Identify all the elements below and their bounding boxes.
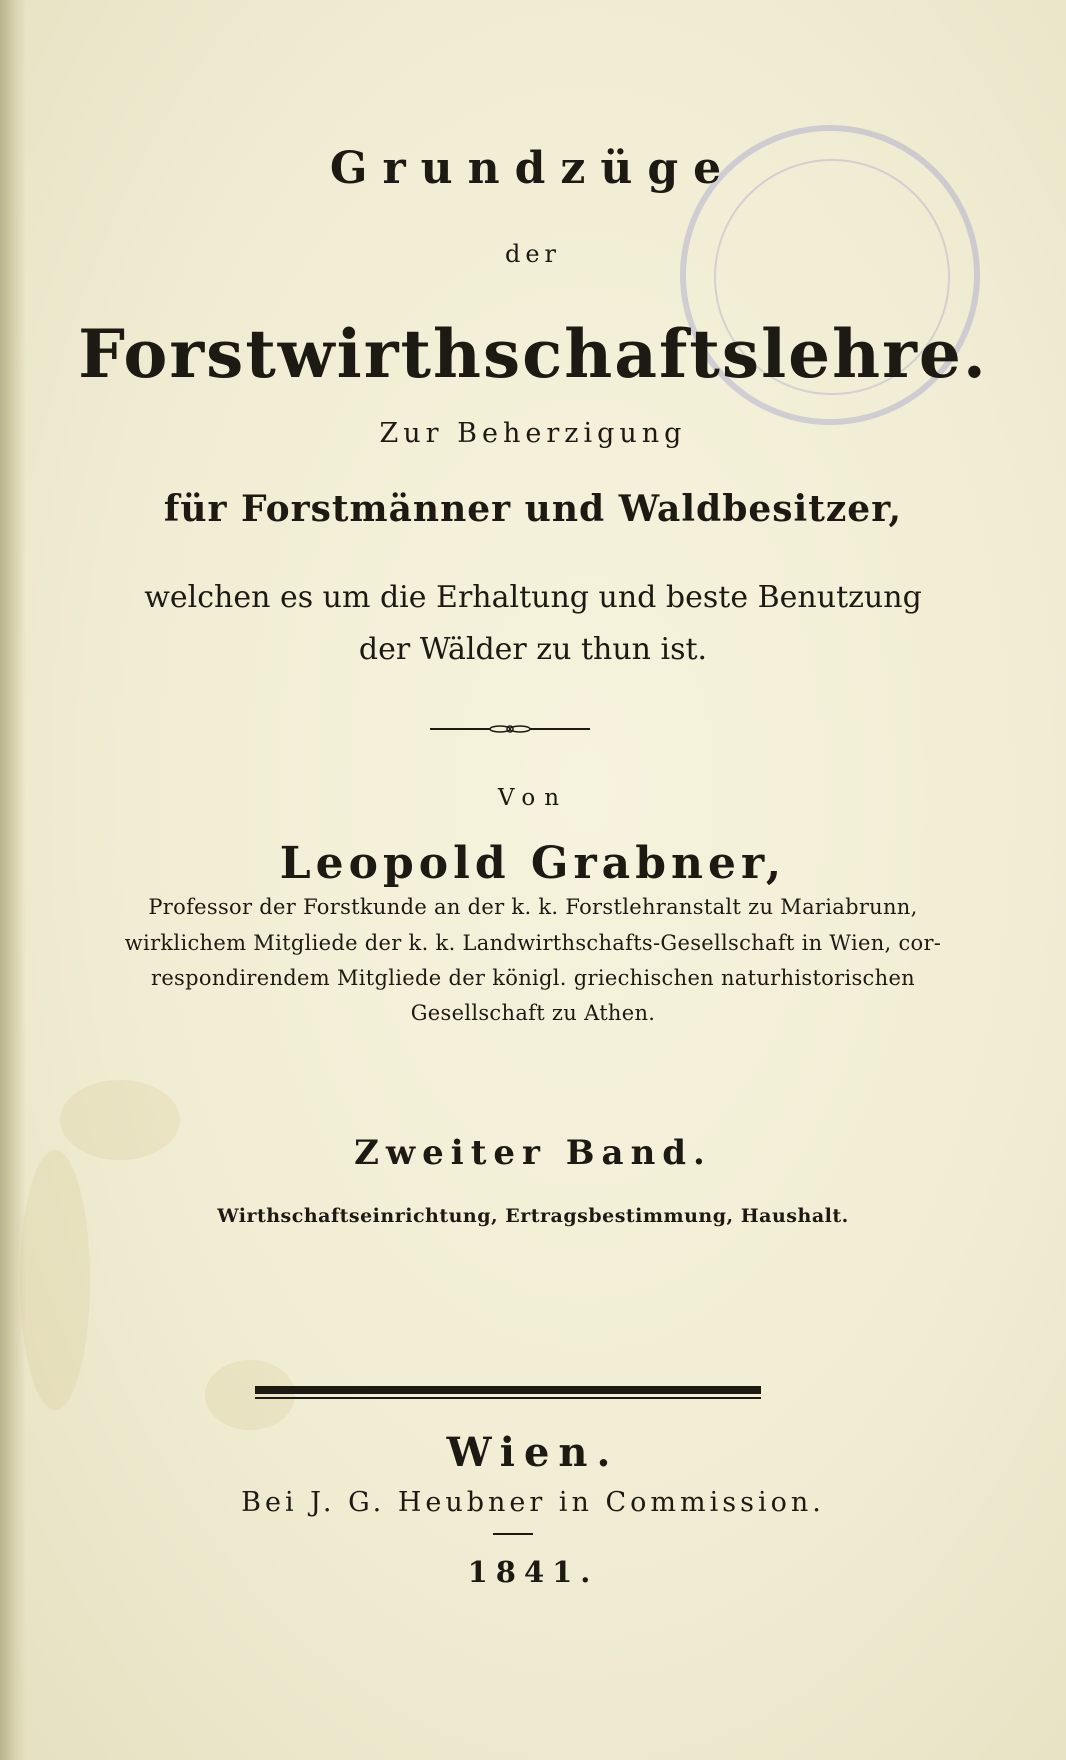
author-name: Leopold Grabner,	[279, 838, 787, 889]
subtitle-purpose-line1: welchen es um die Erhaltung und beste Benutzung	[144, 580, 922, 615]
author-credential-line: Gesellschaft zu Athen.	[410, 1001, 656, 1025]
subtitle-audience: für Forstmänner und Waldbesitzer,	[163, 488, 903, 530]
subtitle-zur-beherzigung: Zur Beherzigung	[379, 418, 687, 449]
author-credential-line: respondirendem Mitgliede der königl. griechischen naturhistorischen	[150, 966, 915, 990]
by-label: Von	[497, 785, 569, 811]
volume-subtitle: Wirthschaftseinrichtung, Ertragsbestimmung, Haushalt.	[217, 1205, 849, 1227]
main-title: Forstwirthschaftslehre.	[78, 315, 988, 393]
subtitle-purpose-line2: der Wälder zu thun ist.	[358, 632, 708, 667]
author-credential-line: wirklichem Mitgliede der k. k. Landwirthschafts-Gesellschaft in Wien, cor-	[124, 931, 942, 955]
publisher-line: Bei J. G. Heubner in Commission.	[241, 1487, 825, 1518]
short-rule	[493, 1533, 533, 1535]
title-line-grundzuege: Grundzüge	[329, 143, 737, 194]
publication-place: Wien.	[446, 1429, 620, 1476]
publication-year: 1841.	[467, 1555, 599, 1589]
volume-label: Zweiter Band.	[354, 1133, 712, 1173]
author-credential-line: Professor der Forstkunde an der k. k. Forstlehranstalt zu Mariabrunn,	[148, 895, 918, 919]
paper-stain	[205, 1360, 295, 1430]
paper-stain	[20, 1150, 90, 1410]
double-rule-thick	[255, 1386, 761, 1394]
ornament-divider	[430, 722, 590, 736]
double-rule-thin	[255, 1397, 761, 1399]
title-line-der: der	[504, 240, 562, 268]
